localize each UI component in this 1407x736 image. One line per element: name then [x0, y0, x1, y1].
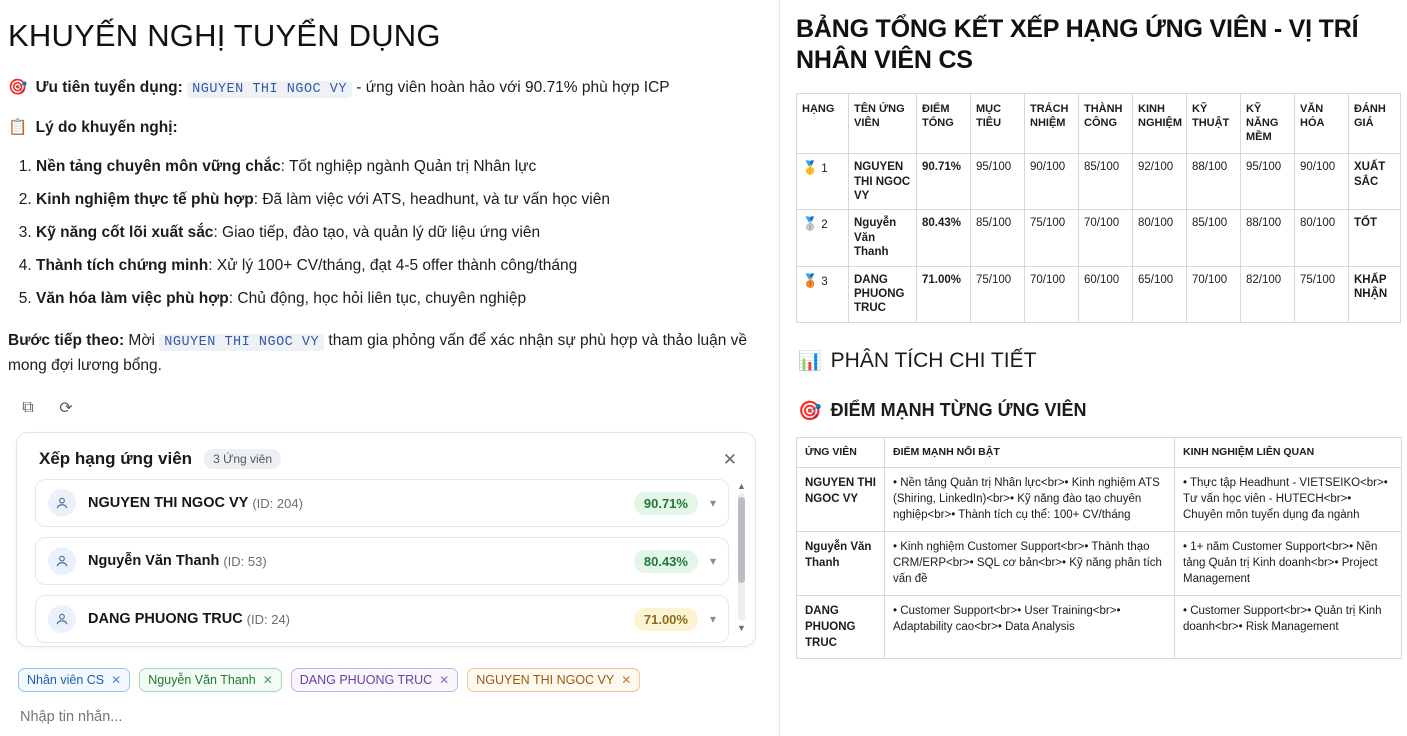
match-score: 90.71% — [634, 492, 698, 515]
page-title: KHUYẾN NGHỊ TUYỂN DỤNG — [8, 18, 441, 53]
rank-cell: 🥉 3 — [797, 266, 849, 322]
priority-label: Ưu tiên tuyển dụng: — [35, 79, 183, 96]
candidate-name: NGUYEN THI NGOC VY — [849, 154, 917, 210]
message-input[interactable] — [18, 708, 772, 726]
total-score: 71.00% — [917, 266, 971, 322]
silver-medal-icon: 🥈 — [802, 216, 819, 232]
strengths-cell: • Kinh nghiệm Customer Support<br>• Thành thạo CRM/ERP<br>• SQL cơ bản<br>• Kỹ năng phân tích vấn đề — [885, 531, 1175, 595]
total-score: 80.43% — [917, 210, 971, 266]
table-row — [797, 467, 1402, 531]
total-score: 90.71% — [917, 154, 971, 210]
chip-nguyen-van-thanh[interactable]: Nguyễn Văn Thanh ✕ — [139, 668, 282, 692]
score-cell: 95/100 — [1241, 154, 1295, 210]
message-input-bar[interactable] — [8, 700, 772, 734]
next-step-candidate: NGUYEN THI NGOC VY — [159, 334, 324, 351]
priority-line — [8, 76, 764, 100]
candidate-id: (ID: 24) — [246, 611, 291, 627]
scrollbar-thumb[interactable] — [738, 497, 745, 583]
report-pane — [780, 0, 1407, 736]
score-cell: 75/100 — [1295, 266, 1349, 322]
strengths-cell: • Nền tảng Quản trị Nhân lực<br>• Kinh nghiệm ATS (Shiring, LinkedIn)<br>• Kỹ năng đào tạo chuyên nghiệp<br>• Thành tích cụ thể: 100+ CV/tháng — [885, 467, 1175, 531]
scrollbar[interactable] — [736, 481, 747, 633]
candidate-name: DANG PHUONG TRUC — [797, 595, 885, 659]
copy-icon[interactable]: ⧉ — [22, 399, 34, 417]
score-cell: 80/100 — [1295, 210, 1349, 266]
rank-cell: 🥈 2 — [797, 210, 849, 266]
score-cell: 92/100 — [1133, 154, 1187, 210]
close-icon[interactable]: ✕ — [111, 673, 122, 687]
column-header: THÀNH CÔNG — [1079, 94, 1133, 154]
ranking-card-title: Xếp hạng ứng viên — [39, 449, 193, 469]
rank-cell: 🥇 1 — [797, 154, 849, 210]
candidate-name: Nguyễn Văn Thanh — [88, 553, 220, 570]
list-item: 4. Thành tích chứng minh: Xử lý 100+ CV/tháng, đạt 4-5 offer thành công/tháng — [36, 255, 764, 277]
column-header: ĐIỂM TỔNG — [917, 94, 971, 154]
strength-heading-label: ĐIỂM MẠNH TỪNG ỨNG VIÊN — [830, 400, 1087, 421]
close-icon[interactable]: ✕ — [722, 449, 737, 469]
priority-candidate: NGUYEN THI NGOC VY — [187, 81, 352, 98]
table-row — [797, 531, 1402, 595]
column-header: KỸ NĂNG MỀM — [1241, 94, 1295, 154]
scroll-down-icon[interactable]: ▼ — [737, 623, 746, 634]
evaluation-cell: XUẤT SẮC — [1349, 154, 1401, 210]
table-row — [797, 595, 1402, 659]
list-item: 5. Văn hóa làm việc phù hợp: Chủ động, học hỏi liên tục, chuyên nghiệp — [36, 288, 764, 310]
target-icon: 🎯 — [8, 79, 28, 96]
bar-chart-icon: 📊 — [798, 350, 822, 372]
score-cell: 85/100 — [1187, 210, 1241, 266]
chip-nguyen-thi-ngoc-vy[interactable]: NGUYEN THI NGOC VY ✕ — [467, 668, 640, 692]
column-header: ĐÁNH GIÁ — [1349, 94, 1401, 154]
score-cell: 85/100 — [971, 210, 1025, 266]
score-cell: 88/100 — [1241, 210, 1295, 266]
list-item: 3. Kỹ năng cốt lõi xuất sắc: Giao tiếp, đào tạo, và quản lý dữ liệu ứng viên — [36, 222, 764, 244]
experience-cell: • Customer Support<br>• Quản trị Kinh doanh<br>• Risk Management — [1175, 595, 1402, 659]
column-header: KINH NGHIỆM LIÊN QUAN — [1175, 437, 1402, 467]
reasons-heading-label: Lý do khuyến nghị: — [35, 119, 178, 137]
avatar — [48, 605, 76, 633]
message-actions — [8, 392, 764, 418]
priority-suffix: - ứng viên hoàn hảo với 90.71% phù hợp ICP — [356, 79, 670, 96]
avatar — [48, 489, 76, 517]
candidate-name: NGUYEN THI NGOC VY — [797, 467, 885, 531]
gold-medal-icon: 🥇 — [802, 160, 819, 176]
candidate-id: (ID: 204) — [252, 495, 303, 511]
pane-divider — [779, 0, 780, 736]
experience-cell: • 1+ năm Customer Support<br>• Nền tảng Quản trị Kinh doanh<br>• Project Management — [1175, 531, 1402, 595]
ranking-card-header — [17, 433, 755, 479]
score-cell: 95/100 — [971, 154, 1025, 210]
candidate-name: Nguyễn Văn Thanh — [849, 210, 917, 266]
table-header-row — [797, 94, 1401, 154]
score-cell: 90/100 — [1295, 154, 1349, 210]
score-cell: 75/100 — [1025, 210, 1079, 266]
score-cell: 80/100 — [1133, 210, 1187, 266]
close-icon[interactable]: ✕ — [262, 673, 273, 687]
analysis-heading-label: PHÂN TÍCH CHI TIẾT — [830, 348, 1037, 372]
scroll-up-icon[interactable]: ▲ — [737, 481, 746, 492]
next-step-label: Bước tiếp theo: — [8, 331, 125, 349]
column-header: HẠNG — [797, 94, 849, 154]
chevron-down-icon[interactable]: ▾ — [709, 554, 716, 569]
column-header: TRÁCH NHIỆM — [1025, 94, 1079, 154]
strength-detail-table — [796, 437, 1402, 660]
score-cell: 90/100 — [1025, 154, 1079, 210]
column-header: ĐIỂM MẠNH NỔI BẬT — [885, 437, 1175, 467]
column-header: VĂN HÓA — [1295, 94, 1349, 154]
candidate-id: (ID: 53) — [223, 553, 267, 569]
regenerate-icon[interactable]: ⟳ — [59, 400, 73, 418]
reasons-list — [8, 156, 764, 310]
table-header-row — [797, 437, 1402, 467]
target-icon: 🎯 — [798, 400, 822, 422]
candidate-list — [17, 479, 755, 643]
score-cell: 65/100 — [1133, 266, 1187, 322]
chip-dang-phuong-truc[interactable]: DANG PHUONG TRUC ✕ — [291, 668, 458, 692]
scrollbar-track[interactable] — [738, 493, 745, 621]
match-score: 80.43% — [634, 550, 698, 573]
analysis-heading — [798, 349, 1399, 373]
candidate-name: DANG PHUONG TRUC — [849, 266, 917, 322]
list-item[interactable] — [35, 595, 729, 643]
candidate-count-badge: 3 Ứng viên — [204, 449, 281, 469]
column-header: MỤC TIÊU — [971, 94, 1025, 154]
candidate-name: Nguyễn Văn Thanh — [797, 531, 885, 595]
list-item: 1. Nền tảng chuyên môn vững chắc: Tốt nghiệp ngành Quản trị Nhân lực — [36, 156, 764, 178]
score-cell: 75/100 — [971, 266, 1025, 322]
evaluation-cell: KHẤP NHẬN — [1349, 266, 1401, 322]
candidate-name: DANG PHUONG TRUC — [88, 611, 243, 628]
strength-heading — [798, 399, 1399, 423]
score-cell: 82/100 — [1241, 266, 1295, 322]
column-header: KỸ THUẬT — [1187, 94, 1241, 154]
score-cell: 70/100 — [1079, 210, 1133, 266]
close-icon[interactable]: ✕ — [621, 673, 632, 687]
ranking-summary-table — [796, 93, 1401, 323]
context-chips — [8, 662, 772, 698]
list-item[interactable] — [35, 479, 729, 527]
score-cell: 85/100 — [1079, 154, 1133, 210]
chip-nhan-vien-cs[interactable]: Nhân viên CS ✕ — [18, 668, 130, 692]
strengths-cell: • Customer Support<br>• User Training<br>• Adaptability cao<br>• Data Analysis — [885, 595, 1175, 659]
chevron-down-icon[interactable]: ▾ — [709, 612, 716, 627]
chevron-down-icon[interactable]: ▾ — [709, 496, 716, 511]
column-header: TÊN ỨNG VIÊN — [849, 94, 917, 154]
evaluation-cell: TỐT — [1349, 210, 1401, 266]
column-header: ỨNG VIÊN — [797, 437, 885, 467]
candidate-name: NGUYEN THI NGOC VY — [88, 495, 249, 512]
list-item[interactable] — [35, 537, 729, 585]
experience-cell: • Thực tập Headhunt - VIETSEIKO<br>• Tư vấn học viên - HUTECH<br>• Chuyên môn tuyển dụng đa ngành — [1175, 467, 1402, 531]
candidate-ranking-card — [16, 432, 756, 647]
column-header: KINH NGHIỆM — [1133, 94, 1187, 154]
next-step-line: Bước tiếp theo: Mời NGUYEN THI NGOC VY tham gia phỏng vấn để xác nhận sự phù hợp và thảo luận về mong đợi lương bổng. — [8, 331, 748, 375]
score-cell: 70/100 — [1025, 266, 1079, 322]
score-cell: 88/100 — [1187, 154, 1241, 210]
table-row — [797, 266, 1401, 322]
avatar — [48, 547, 76, 575]
table-row — [797, 154, 1401, 210]
score-cell: 60/100 — [1079, 266, 1133, 322]
report-title: BẢNG TỔNG KẾT XẾP HẠNG ỨNG VIÊN - VỊ TRÍ NHÂN VIÊN CS — [796, 15, 1359, 74]
close-icon[interactable]: ✕ — [439, 673, 450, 687]
score-cell: 70/100 — [1187, 266, 1241, 322]
clipboard-icon: 📋 — [8, 119, 28, 137]
table-row — [797, 210, 1401, 266]
list-item: 2. Kinh nghiệm thực tế phù hợp: Đã làm việc với ATS, headhunt, và tư vấn học viên — [36, 189, 764, 211]
match-score: 71.00% — [634, 608, 698, 631]
bronze-medal-icon: 🥉 — [802, 272, 819, 288]
reasons-heading — [8, 116, 764, 139]
